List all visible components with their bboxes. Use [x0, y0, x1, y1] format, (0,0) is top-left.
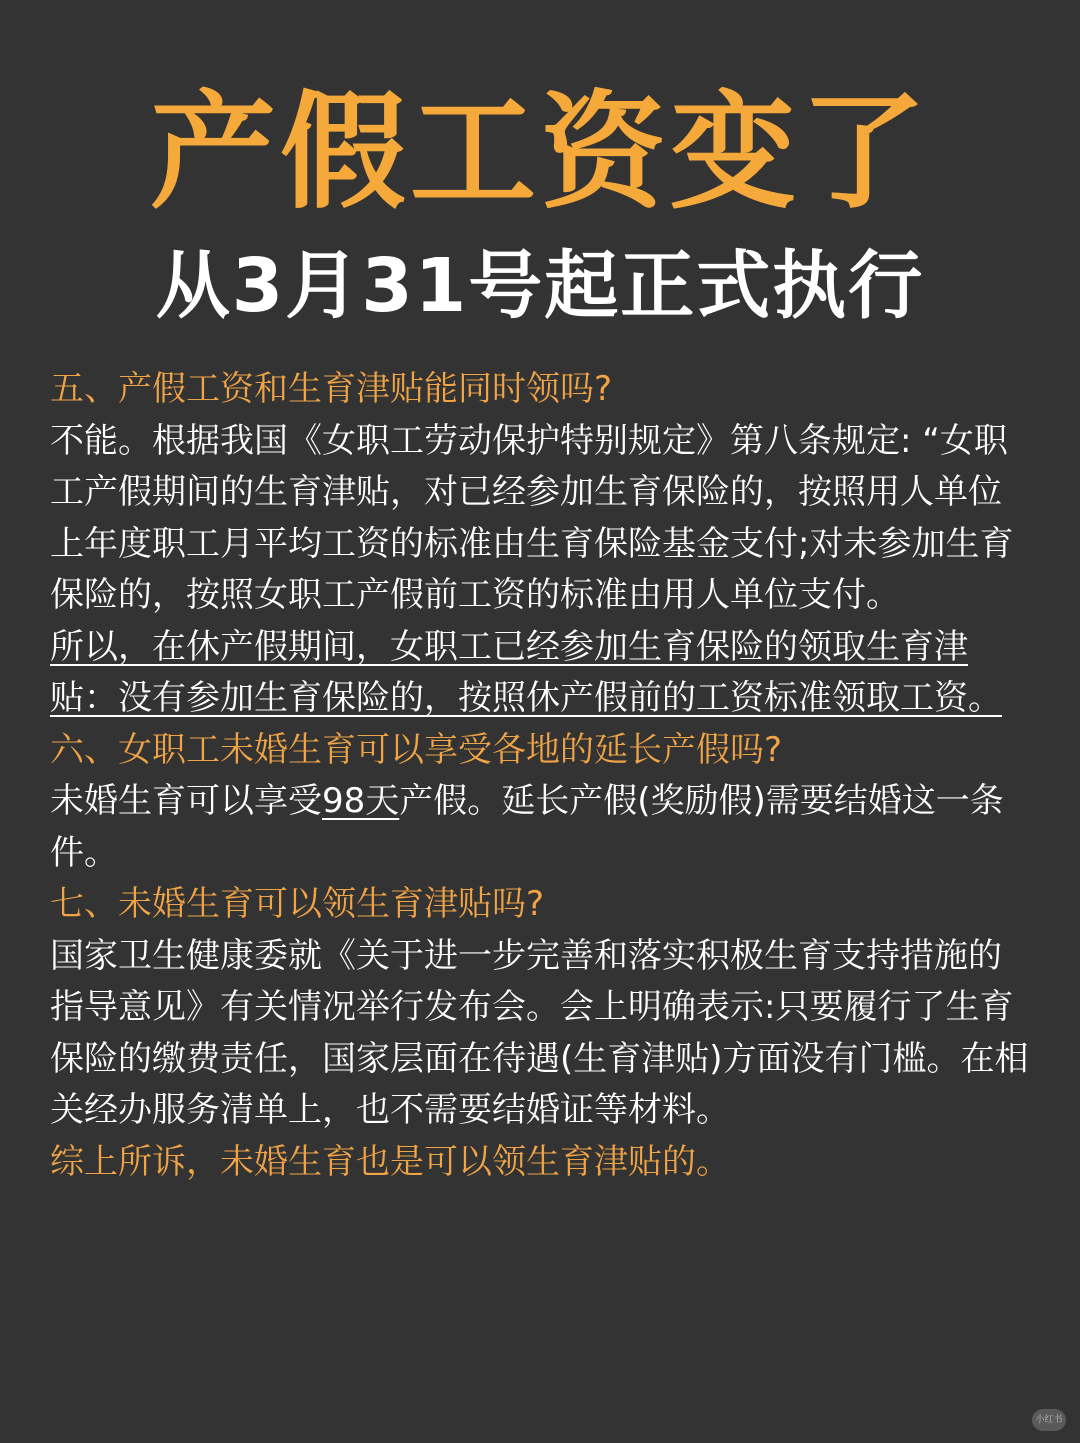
page-subtitle: 从3月31号起正式执行	[155, 243, 925, 329]
question-6-heading: 六、女职工未婚生育可以享受各地的延长产假吗?	[50, 729, 783, 770]
question-6-answer-end: 产假。延长产假(奖励假)需要结婚这一条件。	[50, 781, 1004, 873]
page-title: 产假工资变了	[150, 79, 930, 226]
question-5-heading: 五、产假工资和生育津贴能同时领吗?	[50, 369, 613, 409]
question-7-answer: 国家卫生健康委就《关于进一步完善和落实积极生育支持措施的指导意见》有关情况举行发布会。会上明确表示:只要履行了生育保险的缴费责任，国家层面在待遇(生育津贴)方面没有门槛。在相关经办服务清单上，也不需要结婚证等材料。	[50, 935, 1029, 1130]
question-5-answer: 不能。根据我国《女职工劳动保护特别规定》第八条规定: “女职工产假期间的生育津贴，对已经参加生育保险的，按照用人单位上年度职工月平均工资的标准由生育保险基金支付;对未参加生育保险的，按照女职工产假前工资的标准由用人单位支付。	[50, 420, 1014, 615]
question-6-answer-highlight: 98天	[322, 781, 400, 821]
article-body	[50, 364, 1035, 1188]
question-5-summary: 所以，在休产假期间，女职工已经参加生育保险的领取生育津贴：没有参加生育保险的，按照休产假前的工资标准领取工资。	[50, 626, 1002, 718]
conclusion: 综上所诉，未婚生育也是可以领生育津贴的。	[50, 1141, 730, 1182]
question-7-heading: 七、未婚生育可以领生育津贴吗?	[50, 884, 545, 924]
watermark-logo: 小红书	[1032, 1409, 1066, 1431]
question-6-answer-start: 未婚生育可以享受	[50, 781, 322, 821]
question-6-answer	[50, 776, 1035, 879]
